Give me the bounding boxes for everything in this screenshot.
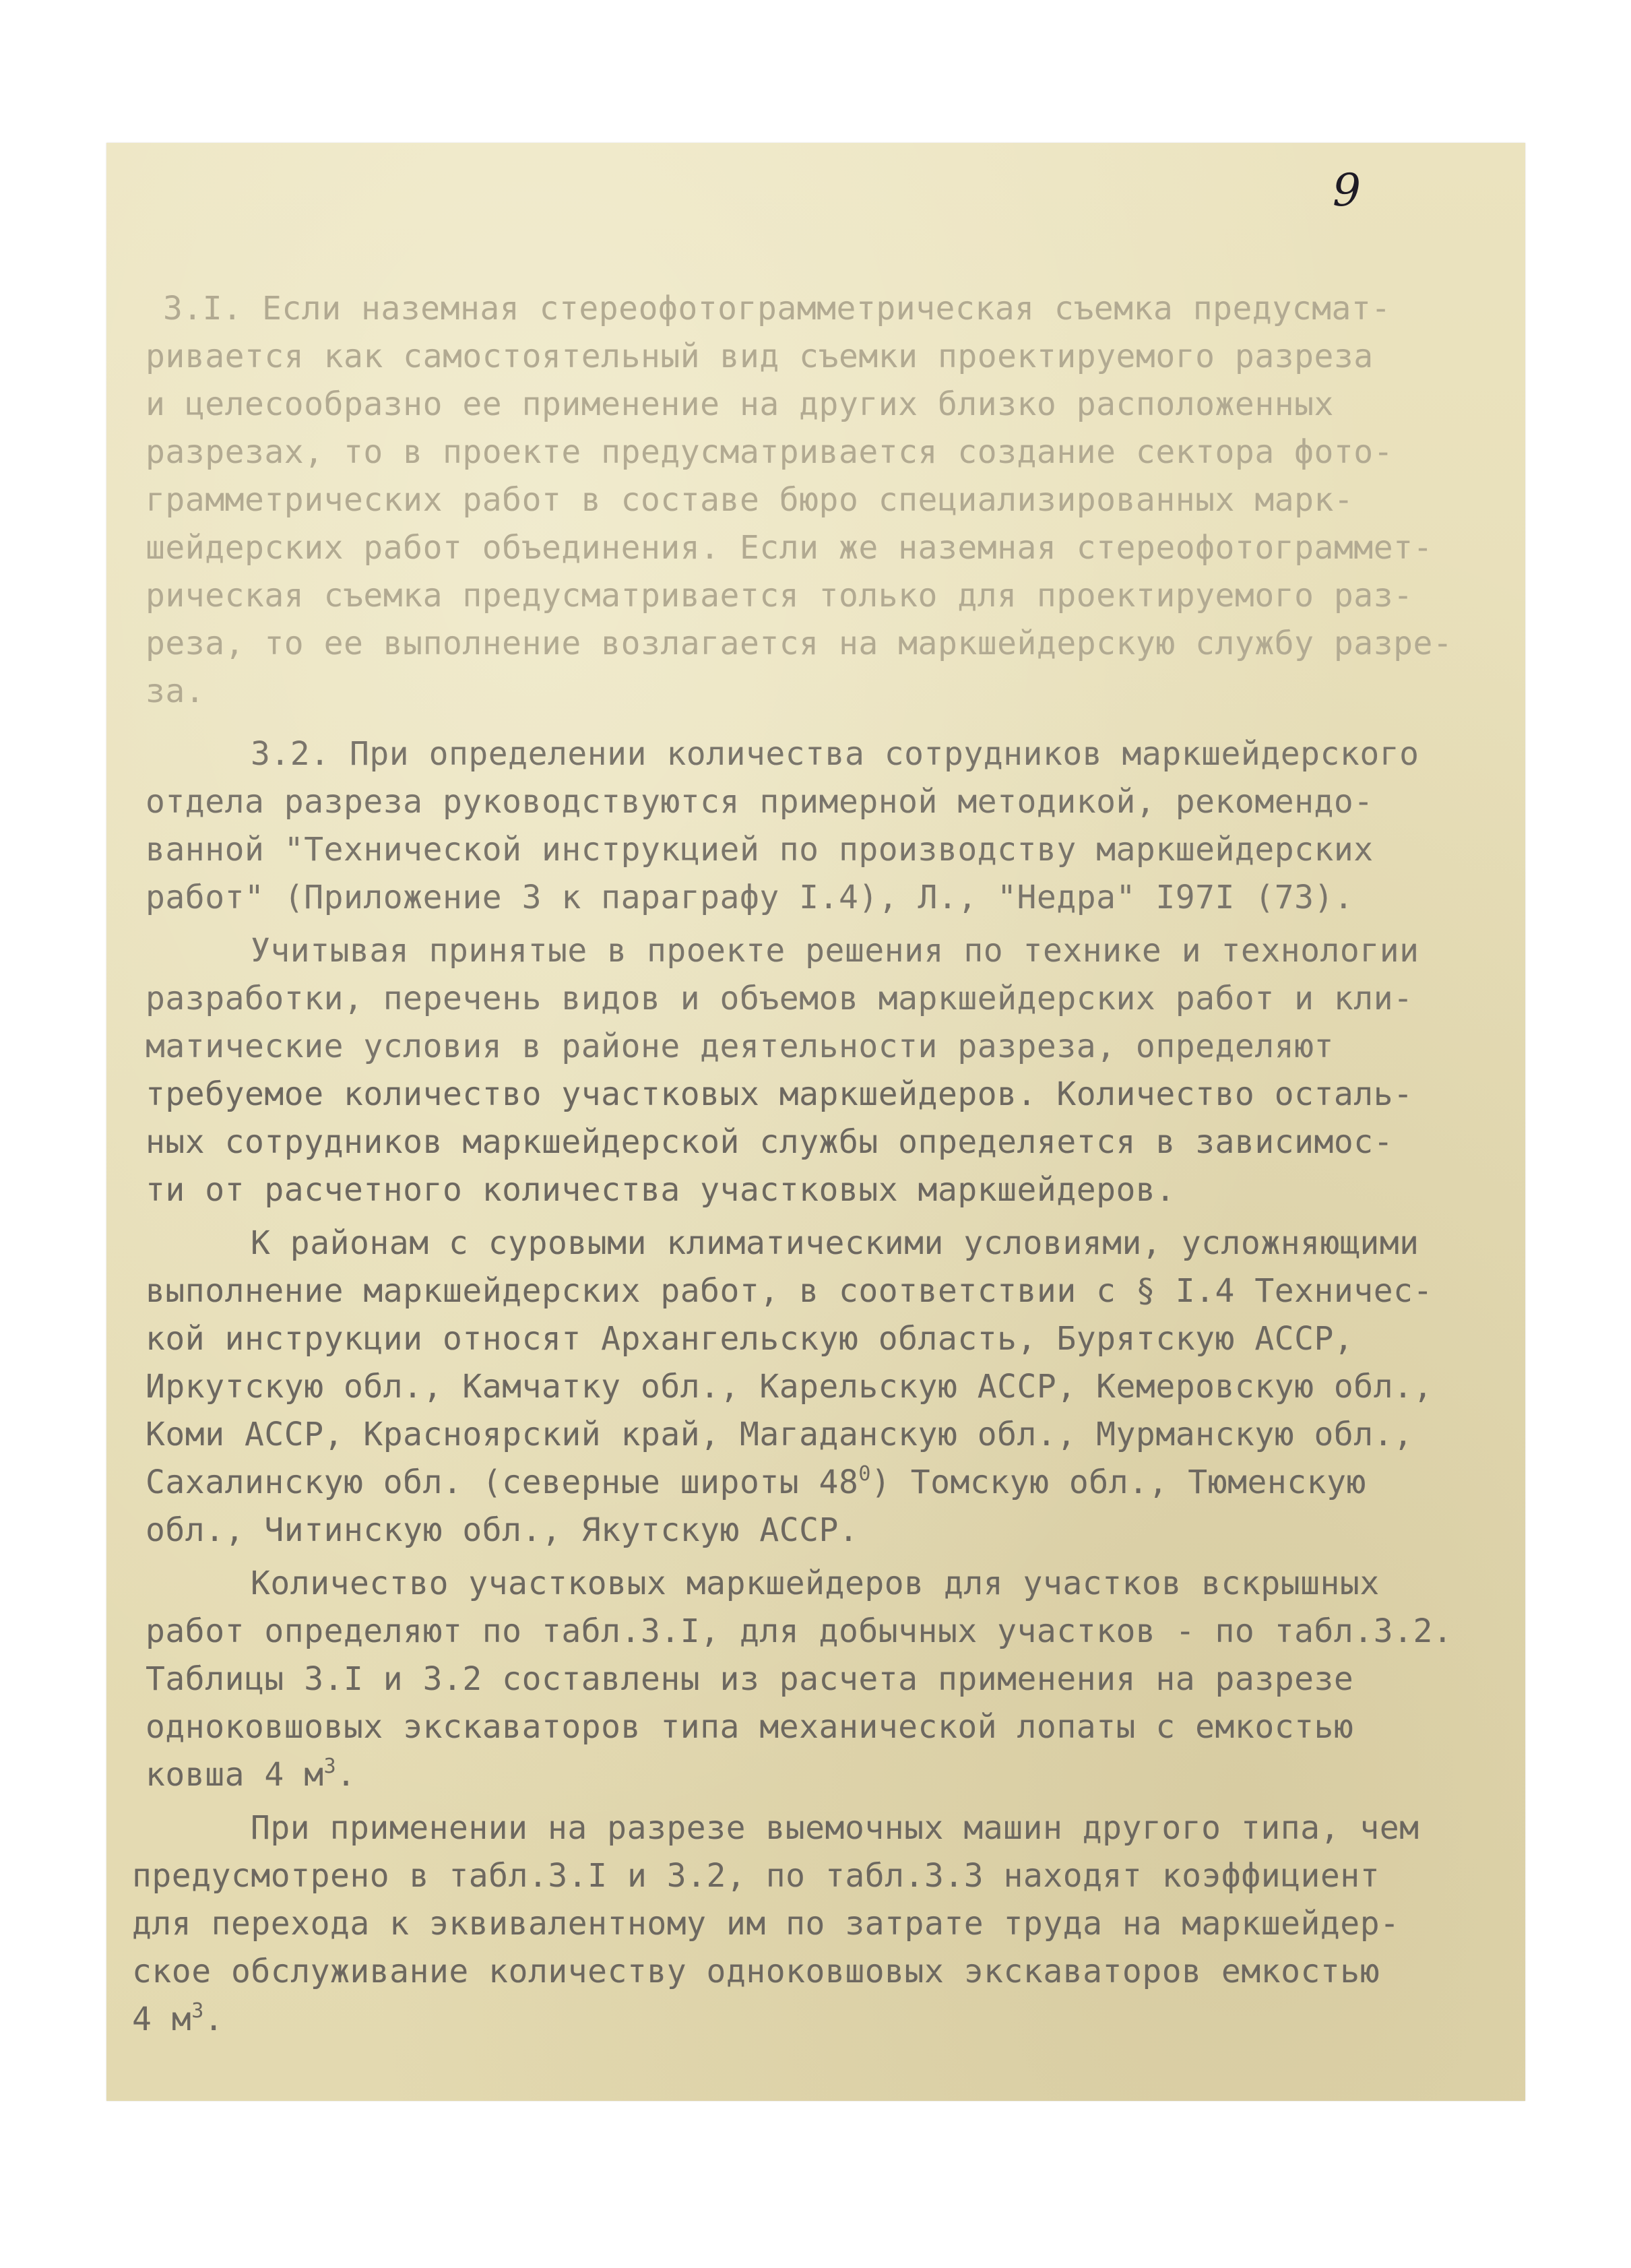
text-line: ковша 4 $м^3$. xyxy=(146,1755,356,1794)
text-line: работ" (Приложение 3 к параграфу I.4), Л., "Недра" I97I (73). xyxy=(146,879,1354,916)
text-line: Таблицы 3.I и 3.2 составлены из расчета применения на разрезе xyxy=(146,1660,1354,1698)
text-line: ти от расчетного количества участковых маркшейдеров. xyxy=(146,1171,1176,1209)
text-line: Коми АССР, Красноярский край, Магаданскую обл., Мурманскую обл., xyxy=(146,1416,1413,1453)
text-line: предусмотрено в табл.3.I и 3.2, по табл.3.3 находят коэффициент xyxy=(132,1857,1380,1895)
text-line: за. xyxy=(146,672,205,710)
text-line: 3.I. Если наземная стереофотограмметрическая съемка предусмат- xyxy=(163,290,1391,327)
text-line: Иркутскую обл., Камчатку обл., Карельскую АССР, Кемеровскую обл., xyxy=(146,1368,1433,1406)
text-line: разработки, перечень видов и объемов маркшейдерских работ и кли- xyxy=(146,980,1413,1017)
text-line: матические условия в районе деятельности разреза, определяют xyxy=(146,1028,1334,1065)
text-line: выполнение маркшейдерских работ, в соответствии с § I.4 Техничес- xyxy=(146,1272,1433,1310)
text-line: 3.2. При определении количества сотрудников маркшейдерского xyxy=(251,735,1419,773)
text-line: При применении на разрезе выемочных машин другого типа, чем xyxy=(251,1809,1419,1847)
text-line: реза, то ее выполнение возлагается на маркшейдерскую службу разре- xyxy=(146,625,1453,662)
text-line: грамметрических работ в составе бюро специализированных марк- xyxy=(146,481,1354,519)
text-line: требуемое количество участковых маркшейдеров. Количество осталь- xyxy=(146,1075,1413,1113)
text-line: одноковшовых экскаваторов типа механической лопаты с емкостью xyxy=(146,1708,1354,1746)
text-line: Количество участковых маркшейдеров для участков вскрышных xyxy=(251,1565,1380,1602)
text-line: шейдерских работ объединения. Если же наземная стереофотограммет- xyxy=(146,529,1433,567)
text-line: К районам с суровыми климатическими условиями, усложняющими xyxy=(251,1224,1419,1262)
text-line: ривается как самостоятельный вид съемки проектируемого разреза xyxy=(146,338,1374,375)
text-line: обл., Читинскую обл., Якутскую АССР. xyxy=(146,1511,859,1549)
page-number: 9 xyxy=(1333,164,1361,216)
text-line: рическая съемка предусматривается только для проектируемого раз- xyxy=(146,577,1413,615)
text-line: ское обслуживание количеству одноковшовых экскаваторов емкостью xyxy=(132,1953,1380,1990)
text-line: отдела разреза руководствуются примерной методикой, рекомендо- xyxy=(146,783,1374,821)
text-line: кой инструкции относят Архангельскую область, Бурятскую АССР, xyxy=(146,1320,1354,1358)
text-line: Сахалинскую обл. (северные широты $48^0$) Томскую обл., Тюменскую xyxy=(146,1462,1366,1501)
text-line: 4 $м^3$. xyxy=(132,1999,224,2038)
text-line: и целесообразно ее применение на других близко расположенных xyxy=(146,385,1334,423)
text-line: Учитывая принятые в проекте решения по технике и технологии xyxy=(251,932,1419,970)
text-line: для перехода к эквивалентному им по затрате труда на маркшейдер- xyxy=(132,1905,1400,1943)
text-line: разрезах, то в проекте предусматривается создание сектора фото- xyxy=(146,433,1394,471)
text-line: ванной "Технической инструкцией по производству маркшейдерских xyxy=(146,831,1374,869)
text-line: ных сотрудников маркшейдерской службы определяется в зависимос- xyxy=(146,1123,1394,1161)
text-line: работ определяют по табл.3.I, для добычных участков - по табл.3.2. xyxy=(146,1612,1453,1650)
